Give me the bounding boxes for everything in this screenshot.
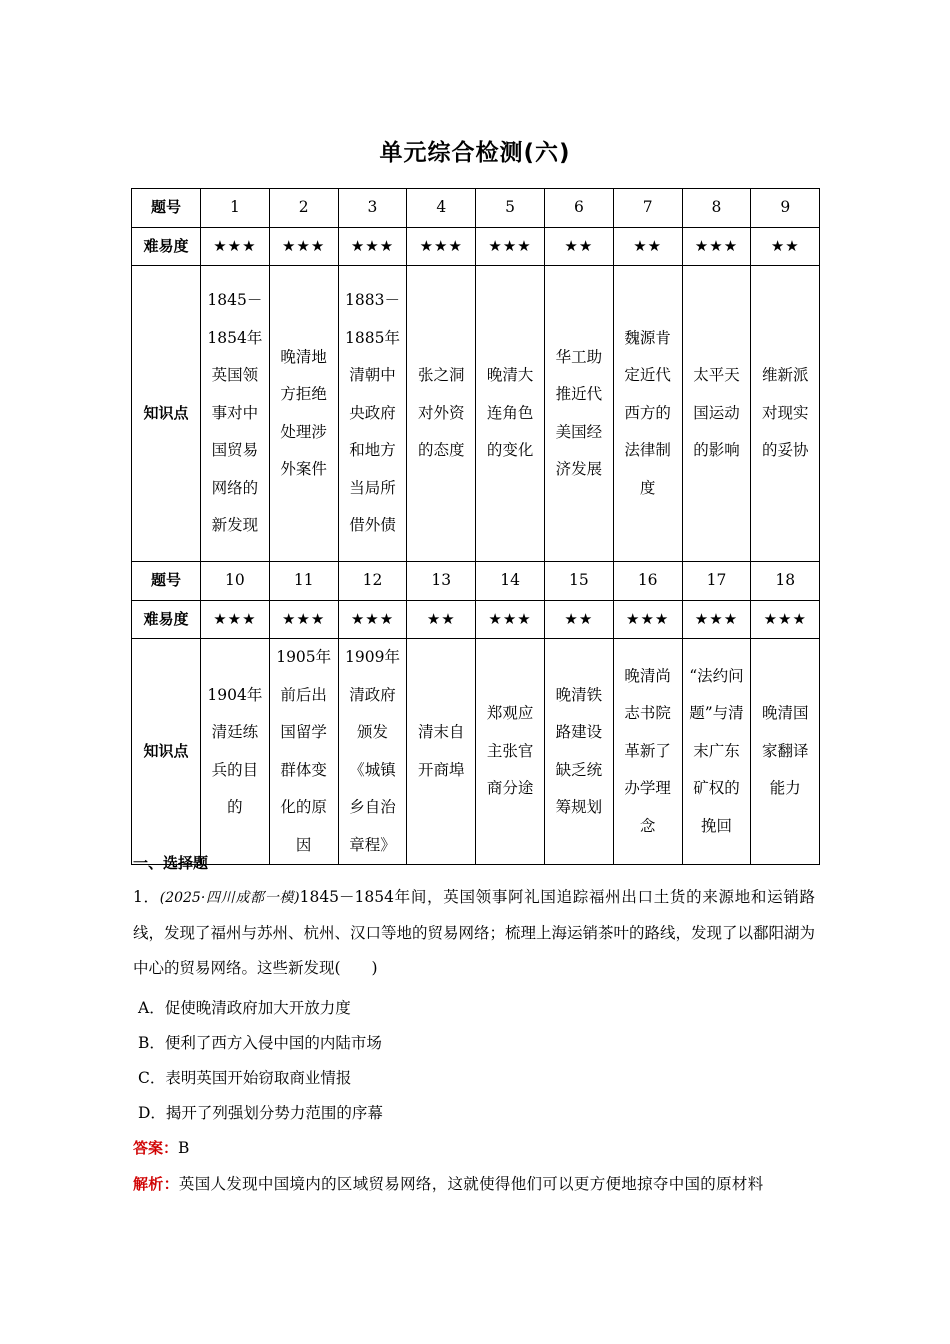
table-cell-knowledge	[476, 266, 545, 562]
table-cell-number: 17	[682, 562, 751, 601]
table-cell-difficulty: ★★	[544, 600, 613, 639]
table-cell-difficulty: ★★★	[613, 600, 682, 639]
table-cell-difficulty: ★★	[544, 227, 613, 266]
table-cell-difficulty: ★★★	[476, 227, 545, 266]
knowledge-text: 1905年前后出国留学群体变化的原因	[276, 648, 332, 854]
table-cell-knowledge	[544, 266, 613, 562]
knowledge-text: 1909年清政府颁发《城镇乡自治章程》	[345, 648, 400, 854]
analysis-line	[133, 1172, 815, 1194]
table-cell-knowledge	[338, 266, 407, 562]
table-cell-difficulty: ★★★	[751, 600, 820, 639]
table-cell-knowledge	[613, 266, 682, 562]
question-number: 1．	[133, 888, 160, 906]
table-cell-difficulty: ★★★	[201, 227, 270, 266]
table-cell-knowledge	[544, 639, 613, 865]
knowledge-text: 晚清大连角色的变化	[486, 366, 534, 460]
option-c: C．表明英国开始窃取商业情报	[138, 1069, 352, 1087]
table-row-knowledge	[132, 266, 820, 562]
table-cell-number: 13	[407, 562, 476, 601]
table-cell-knowledge	[407, 639, 476, 865]
knowledge-text: 1904年清廷练兵的目的	[207, 685, 263, 816]
table-cell-knowledge	[682, 266, 751, 562]
table-cell-difficulty: ★★★	[407, 227, 476, 266]
analysis-text: 英国人发现中国境内的区域贸易网络，这就使得他们可以更方便地掠夺中国的原材料	[178, 1175, 764, 1193]
row-label-number: 题号	[132, 562, 201, 601]
table-cell-number: 16	[613, 562, 682, 601]
table-cell-difficulty: ★★★	[338, 227, 407, 266]
row-label-difficulty: 难易度	[132, 227, 201, 266]
answer-label: 答案：	[133, 1139, 179, 1157]
table-row-number	[132, 562, 820, 601]
table-row-difficulty	[132, 227, 820, 266]
table-cell-number: 14	[476, 562, 545, 601]
analysis-label: 解析：	[133, 1175, 179, 1193]
knowledge-text: 1845－1854年英国领事对中国贸易网络的新发现	[207, 291, 263, 535]
knowledge-text: 晚清尚志书院革新了办学理念	[624, 666, 671, 835]
row-label-knowledge: 知识点	[132, 266, 201, 562]
knowledge-text: “法约问题”与清末广东矿权的挽回	[689, 666, 744, 835]
table-cell-number: 11	[269, 562, 338, 601]
knowledge-table	[131, 188, 820, 865]
table-cell-difficulty: ★★★	[338, 600, 407, 639]
section-heading: 一、选择题	[133, 854, 209, 872]
knowledge-text: 维新派对现实的妥协	[762, 366, 809, 460]
table-cell-difficulty: ★★★	[682, 600, 751, 639]
knowledge-text: 1883－1885年清朝中央政府和地方当局所借外债	[345, 291, 400, 535]
knowledge-text: 太平天国运动的影响	[693, 366, 740, 460]
table-cell-knowledge	[476, 639, 545, 865]
knowledge-text: 华工助推近代美国经济发展	[555, 347, 603, 478]
table-cell-number: 12	[338, 562, 407, 601]
option-a: A．促使晚清政府加大开放力度	[138, 999, 351, 1017]
table-cell-number: 2	[269, 189, 338, 228]
row-label-difficulty: 难易度	[132, 600, 201, 639]
table-cell-knowledge	[751, 266, 820, 562]
table-cell-number: 7	[613, 189, 682, 228]
table-cell-number: 6	[544, 189, 613, 228]
table-cell-knowledge	[751, 639, 820, 865]
table-cell-knowledge	[338, 639, 407, 865]
table-cell-number: 3	[338, 189, 407, 228]
option-d: D．揭开了列强划分势力范围的序幕	[138, 1104, 383, 1122]
table-cell-knowledge	[682, 639, 751, 865]
question-text: 1845－1854年间，英国领事阿礼国追踪福州出口土货的来源地和运销路线，发现了福州与苏州、杭州、汉口等地的贸易网络；梳理上海运销茶叶的路线，发现了以鄱阳湖为中心的贸易网络。这些新发现( )	[133, 888, 816, 977]
table-cell-difficulty: ★★	[407, 600, 476, 639]
row-label-number: 题号	[132, 189, 201, 228]
table-cell-number: 10	[201, 562, 270, 601]
table-cell-number: 15	[544, 562, 613, 601]
table-cell-difficulty: ★★★	[682, 227, 751, 266]
table-cell-difficulty: ★★	[613, 227, 682, 266]
knowledge-text: 晚清地方拒绝处理涉外案件	[280, 347, 327, 478]
table-cell-number: 8	[682, 189, 751, 228]
table-cell-difficulty: ★★★	[269, 600, 338, 639]
table-cell-difficulty: ★★★	[476, 600, 545, 639]
table-cell-knowledge	[201, 639, 270, 865]
table-cell-number: 5	[476, 189, 545, 228]
table-cell-number: 9	[751, 189, 820, 228]
knowledge-text: 晚清铁路建设缺乏统筹规划	[555, 685, 603, 816]
table-cell-number: 4	[407, 189, 476, 228]
table-cell-knowledge	[269, 266, 338, 562]
question-source: (2025·四川成都一模)	[159, 890, 300, 906]
table-cell-number: 1	[201, 189, 270, 228]
table-cell-difficulty: ★★	[751, 227, 820, 266]
table-row-difficulty	[132, 600, 820, 639]
table-cell-knowledge	[407, 266, 476, 562]
table-cell-knowledge	[201, 266, 270, 562]
table-row-number	[132, 189, 820, 228]
knowledge-text: 张之洞对外资的态度	[418, 366, 465, 460]
answer-value: B	[178, 1139, 190, 1157]
table-cell-difficulty: ★★★	[201, 600, 270, 639]
table-cell-knowledge	[269, 639, 338, 865]
table-row-knowledge	[132, 639, 820, 865]
option-b: B．便利了西方入侵中国的内陆市场	[138, 1034, 382, 1052]
table-cell-knowledge	[613, 639, 682, 865]
knowledge-text: 晚清国家翻译能力	[762, 704, 809, 798]
knowledge-text: 清末自开商埠	[418, 723, 465, 779]
table-cell-difficulty: ★★★	[269, 227, 338, 266]
table-cell-number: 18	[751, 562, 820, 601]
answer-line	[133, 1137, 189, 1158]
knowledge-text: 魏源肯定近代西方的法律制度	[624, 328, 671, 497]
question-1-stem	[133, 880, 815, 986]
knowledge-text: 郑观应主张官商分途	[486, 704, 534, 798]
page-title: 单元综合检测(六)	[379, 140, 571, 166]
row-label-knowledge: 知识点	[132, 639, 201, 865]
